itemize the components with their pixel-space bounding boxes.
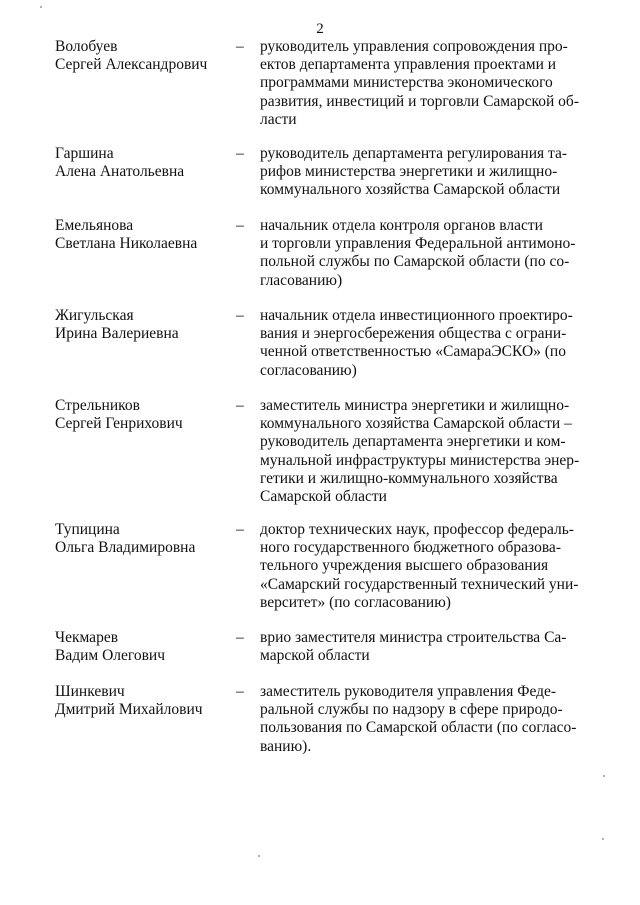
position-line: руководитель департамента регулирования та- (260, 145, 568, 162)
position-line: ного государственного бюджетного образова- (260, 539, 561, 557)
position-line: коммунального хозяйства Самарской области (260, 181, 561, 199)
member-position (260, 683, 580, 756)
member-surname: Емельянова (55, 217, 134, 234)
member-given-names: Вадим Олегович (55, 647, 166, 665)
member-position (260, 38, 580, 129)
scan-speck (603, 775, 605, 777)
position-line: верситет» (по согласованию) (260, 593, 451, 611)
position-line: коммунального хозяйства Самарской области – (260, 415, 572, 433)
scan-speck (602, 838, 604, 840)
member-position (260, 217, 580, 290)
dash-separator: – (236, 683, 244, 700)
member-name (55, 397, 235, 433)
position-line: врио заместителя министра строительства Са- (260, 629, 567, 646)
position-line: начальник отдела контроля органов власти (260, 217, 543, 234)
member-name (55, 38, 235, 74)
position-line: гласованию) (260, 271, 343, 289)
member-surname: Чекмарев (55, 629, 119, 646)
member-name (55, 307, 235, 343)
member-given-names: Сергей Генрихович (55, 415, 183, 433)
member-name (55, 217, 235, 253)
member-position (260, 145, 580, 200)
position-line: польной службы по Самарской области (по со- (260, 253, 570, 271)
member-given-names: Дмитрий Михайлович (55, 701, 203, 719)
position-line: ральной службы по надзору в сфере природо- (260, 701, 563, 719)
member-surname: Гаршина (55, 145, 114, 162)
member-name (55, 629, 235, 665)
position-line: ченной ответственностью «СамараЭСКО» (по (260, 343, 566, 361)
dash-separator: – (236, 217, 244, 234)
member-surname: Тупицина (55, 521, 120, 538)
position-line: заместитель руководителя управления Феде- (260, 683, 557, 700)
member-given-names: Алена Анатольевна (55, 163, 185, 181)
position-line: ванию). (260, 737, 312, 755)
position-line: согласованию) (260, 361, 357, 379)
position-line: руководитель управления сопровождения про- (260, 38, 568, 55)
member-position (260, 307, 580, 380)
member-position (260, 629, 580, 665)
member-surname: Волобуев (55, 38, 118, 55)
position-line: Самарской области (260, 488, 387, 506)
dash-separator: – (236, 629, 244, 646)
member-given-names: Ирина Валериевна (55, 325, 179, 343)
position-line: вания и энергосбережения общества с ограни- (260, 325, 567, 343)
position-line: начальник отдела инвестиционного проектиро- (260, 307, 573, 324)
position-line: пользования по Самарской области (по согласо- (260, 719, 577, 737)
position-line: ектов департамента управления проектами и (260, 56, 557, 74)
position-line: марской области (260, 647, 370, 665)
position-line: доктор технических наук, профессор федераль- (260, 521, 574, 538)
dash-separator: – (236, 145, 244, 162)
position-line: «Самарский государственный технический уни- (260, 575, 579, 593)
dash-separator: – (236, 521, 244, 538)
position-line: программами министерства экономического (260, 74, 553, 92)
position-line: рифов министерства энергетики и жилищно- (260, 163, 558, 181)
scan-speck (258, 855, 260, 857)
member-given-names: Ольга Владимировна (55, 539, 196, 557)
member-given-names: Сергей Александрович (55, 56, 208, 74)
dash-separator: – (236, 397, 244, 414)
member-given-names: Светлана Николаевна (55, 235, 198, 253)
member-name (55, 145, 235, 181)
member-surname: Стрельников (55, 397, 140, 414)
position-line: ласти (260, 110, 297, 128)
position-line: развития, инвестиций и торговли Самарской об- (260, 92, 579, 110)
member-surname: Жигульская (55, 307, 134, 324)
member-surname: Шинкевич (55, 683, 125, 700)
position-line: тельного учреждения высшего образования (260, 557, 549, 575)
position-line: мунальной инфраструктуры министерства энер- (260, 451, 580, 469)
page-number: 2 (316, 21, 324, 37)
member-name (55, 521, 235, 557)
position-line: и торговли управления Федеральной антимоно- (260, 235, 576, 253)
member-position (260, 521, 580, 612)
member-position (260, 397, 580, 506)
position-line: руководитель департамента энергетики и ком- (260, 433, 566, 451)
dash-separator: – (236, 38, 244, 55)
position-line: заместитель министра энергетики и жилищно- (260, 397, 570, 414)
position-line: гетики и жилищно-коммунального хозяйства (260, 469, 558, 487)
scan-speck (40, 6, 42, 8)
member-name (55, 683, 235, 719)
dash-separator: – (236, 307, 244, 324)
